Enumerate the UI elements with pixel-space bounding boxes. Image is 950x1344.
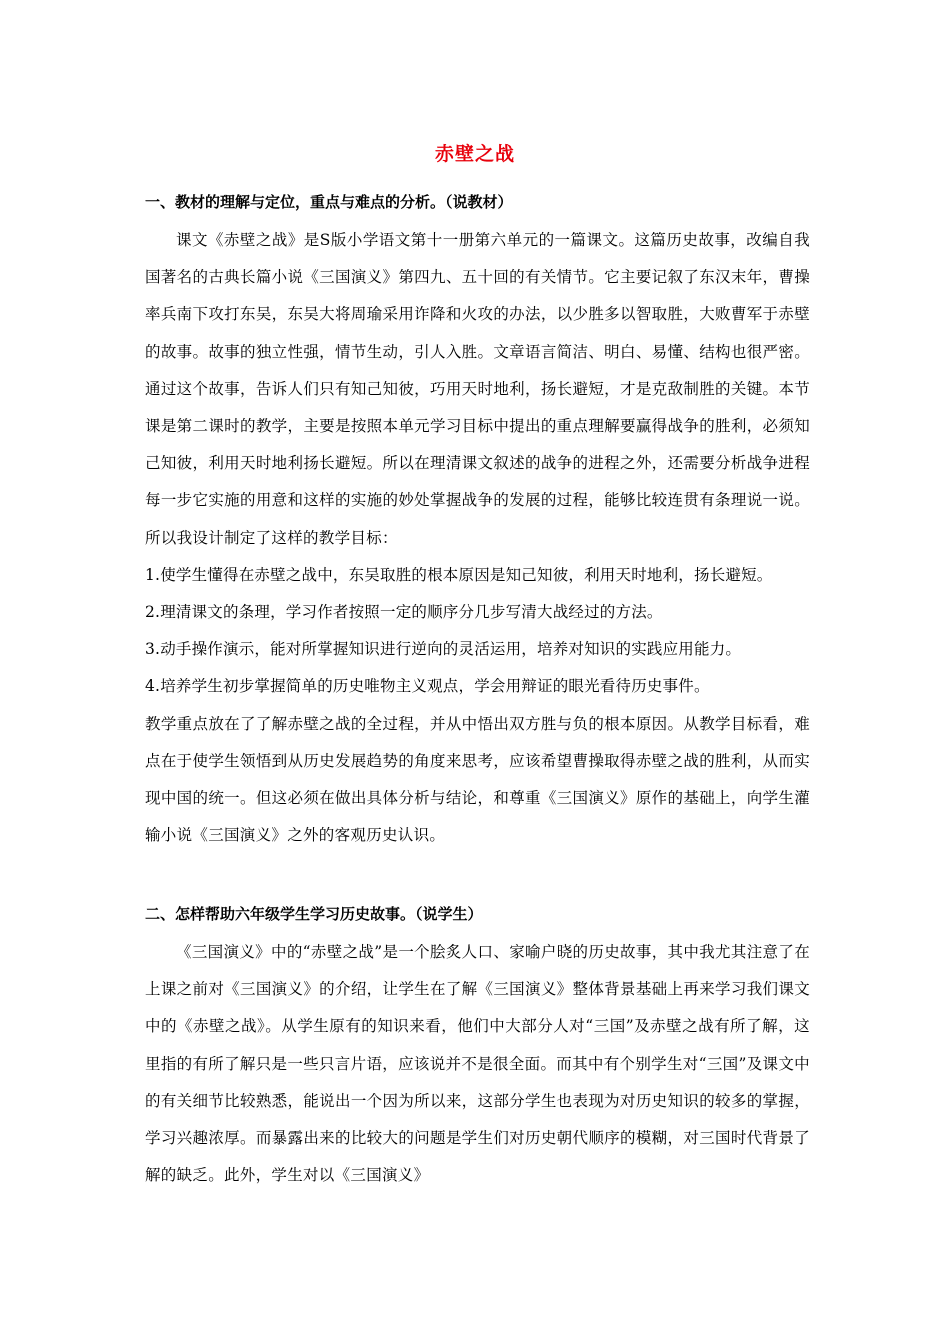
goal-item-1: 1.使学生懂得在赤壁之战中，东吴取胜的根本原因是知己知彼，利用天时地利，扬长避短。 [145, 565, 773, 584]
section-1-body [145, 222, 810, 854]
section-1-focus-paragraph: 教学重点放在了了解赤壁之战的全过程，并从中悟出双方胜与负的根本原因。从教学目标看，难点在于使学生领悟到从历史发展趋势的角度来思考，应该希望曹操取得赤壁之战的胜利，从而实现中国的统一。但这必须在做出具体分析与结论，和尊重《三国演义》原作的基础上，向学生灌输小说《三国演义》之外的客观历史认识。 [145, 714, 810, 845]
document-title: 赤壁之战 [434, 143, 515, 165]
section-1-heading: 一、教材的理解与定位，重点与难点的分析。（说教材） [145, 193, 513, 211]
section-2-body [145, 934, 810, 1194]
section-1-intro-paragraph: 课文《赤壁之战》是S版小学语文第十一册第六单元的一篇课文。这篇历史故事，改编自我国著名的古典长篇小说《三国演义》第四九、五十回的有关情节。它主要记叙了东汉末年，曹操率兵南下攻打东吴，东吴大将周瑜采用诈降和火攻的办法，以少胜多以智取胜，大败曹军于赤壁的故事。故事的独立性强，情节生动，引人入胜。文章语言简洁、明白、易懂、结构也很严密。通过这个故事，告诉人们只有知己知彼，巧用天时地利，扬长避短，才是克敌制胜的关键。本节课是第二课时的教学，主要是按照本单元学习目标中提出的重点理解要赢得战争的胜利，必须知己知彼，利用天时地利扬长避短。所以在理清课文叙述的战争的进程之外，还需要分析战争进程每一步它实施的用意和这样的实施的妙处掌握战争的发展的过程，能够比较连贯有条理说一说。所以我设计制定了这样的教学目标： [145, 231, 810, 547]
goal-item-2: 2.理清课文的条理，学习作者按照一定的顺序分几步写清大战经过的方法。 [145, 603, 663, 622]
goal-item-3: 3.动手操作演示，能对所掌握知识进行逆向的灵活运用，培养对知识的实践应用能力。 [145, 640, 742, 659]
section-2-heading: 二、怎样帮助六年级学生学习历史故事。（说学生） [145, 905, 483, 923]
section-2-paragraph: 《三国演义》中的“赤壁之战”是一个脍炙人口、家喻户晓的历史故事，其中我尤其注意了在上课之前对《三国演义》的介绍，让学生在了解《三国演义》整体背景基础上再来学习我们课文中的《赤壁之战》。从学生原有的知识来看，他们中大部分人对“三国”及赤壁之战有所了解，这里指的有所了解只是一些只言片语，应该说并不是很全面。而其中有个别学生对“三国”及课文中的有关细节比较熟悉，能说出一个因为所以来，这部分学生也表现为对历史知识的较多的掌握，学习兴趣浓厚。而暴露出来的比较大的问题是学生们对历史朝代顺序的模糊，对三国时代背景了解的缺乏。此外，学生对以《三国演义》 [145, 943, 810, 1185]
goal-item-4: 4.培养学生初步掌握简单的历史唯物主义观点，学会用辩证的眼光看待历史事件。 [145, 677, 710, 696]
